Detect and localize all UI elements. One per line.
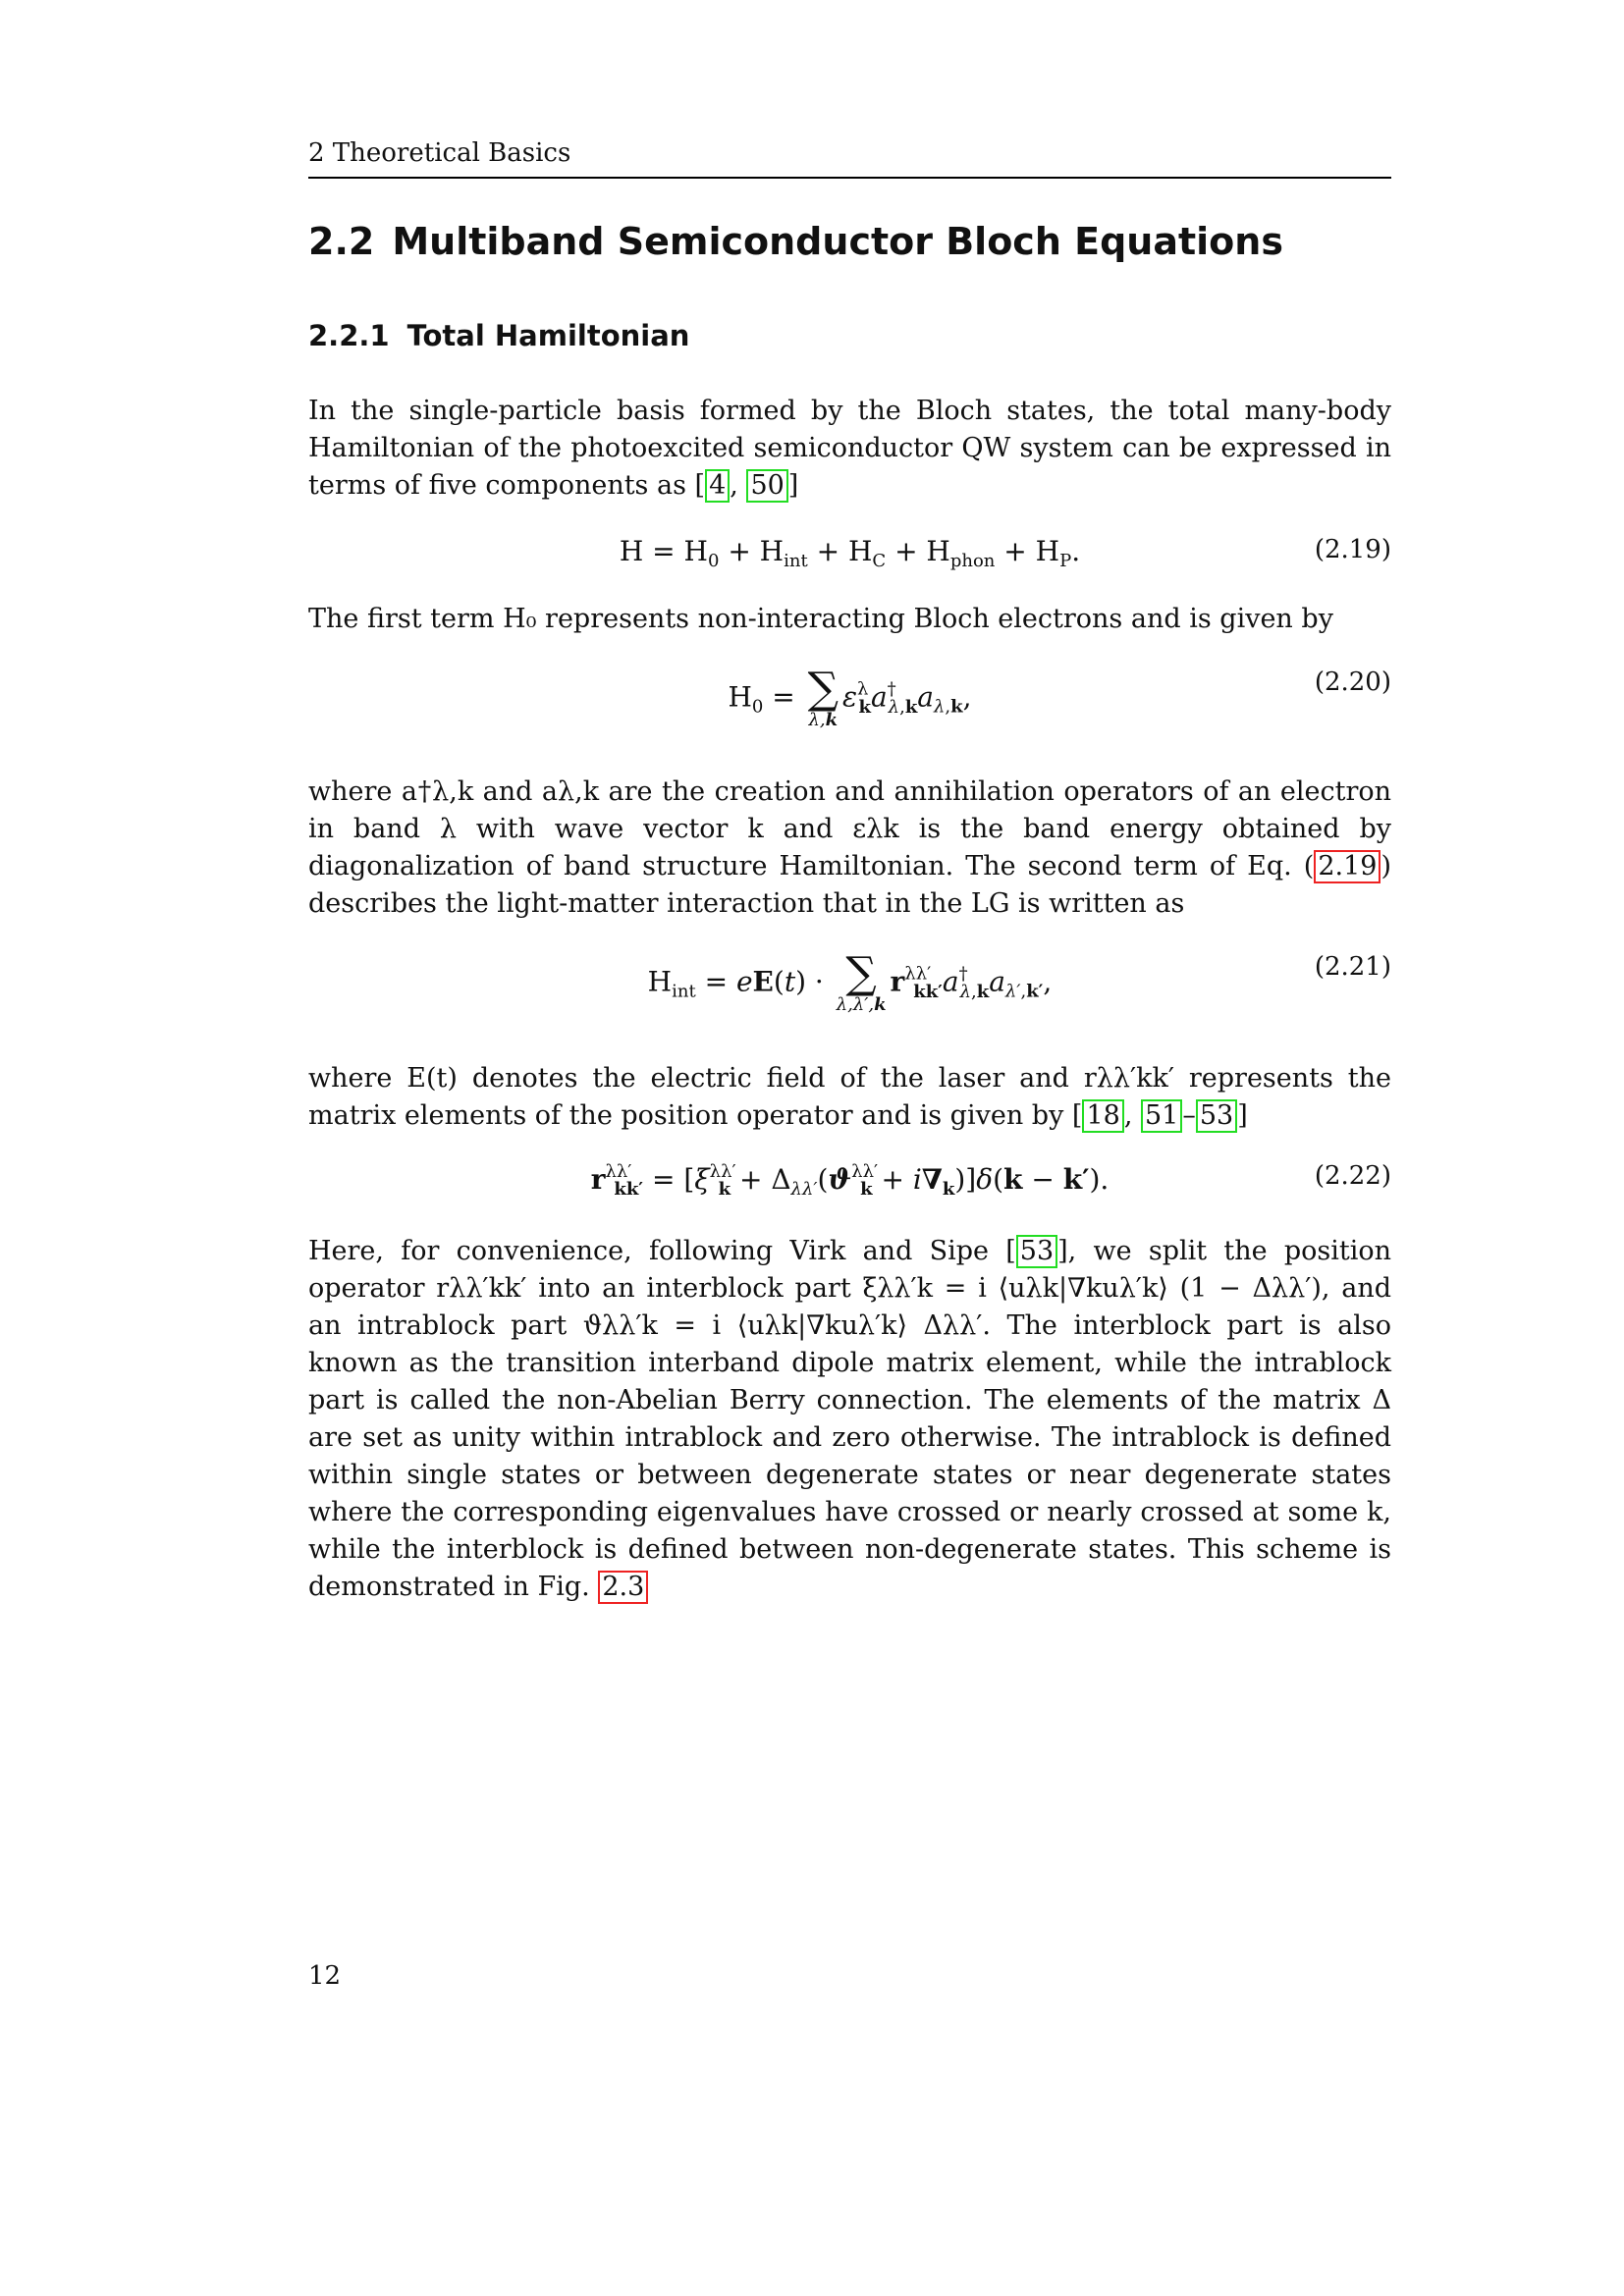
citation-separator: – <box>1182 1100 1196 1131</box>
paragraph-h0: The first term H₀ represents non-interacting Bloch electrons and is given by <box>308 604 1333 634</box>
paragraph-text: Here, for convenience, following Virk and Sipe [ <box>308 1236 1016 1266</box>
equation-formula: $r^{\lambda\lambda'}_{kk'} = [\xi^{\lambda\lambda'}_k + \Delta_{\lambda\lambda'}(ϑ^{\lambda\lambda'}_k + i\nabla_k)]\delta(k - k')$. <box>590 1161 1110 1200</box>
equation-reference-link[interactable]: 2.19 <box>1314 850 1380 883</box>
page <box>308 0 1391 2296</box>
equation-2-20 <box>308 664 1391 746</box>
paragraph-text: ) describes the light-matter interaction that in the LG is written as <box>308 851 1391 919</box>
subsection-title <box>308 316 689 355</box>
paragraph-intro <box>308 393 1391 505</box>
equation-formula: $H = H_0 + H_{int} + H_C + H_{phon} + H_P$. <box>619 535 1081 571</box>
citation-link[interactable]: 53 <box>1196 1099 1237 1133</box>
equation-number: (2.19) <box>1314 535 1391 564</box>
paragraph-operators <box>308 774 1391 923</box>
equation-formula: $H_{int} = eE(t)$ · ∑ λ,λ′,k $r^{\lambda\lambda'}_{kk'}a^\dagger_{\lambda,k}a_{\lambda',k'}$, <box>647 948 1053 1015</box>
paragraph-text: where E(t) denotes the electric field of the laser and rλλ′kk′ represents the matrix elements of the position operator and is given by [ <box>308 1063 1391 1131</box>
paragraph-text: where a†λ,k and aλ,k are the creation and annihilation operators of an electron in band λ with wave vector k and ελk is the band energy obtained by diagonalization of band structure Hamiltonian. The second term of Eq. ( <box>308 776 1391 881</box>
page-number: 12 <box>308 1961 342 1991</box>
equation-formula: $H_0$ = ∑ λ,k $\varepsilon^\lambda_ka^\dagger_{\lambda,k}a_{\lambda,k}$, <box>728 664 972 730</box>
citation-link[interactable]: 4 <box>705 469 730 503</box>
equation-2-19 <box>308 535 1391 594</box>
equation-number: (2.22) <box>1314 1161 1391 1191</box>
paragraph-text: ], we split the position operator rλλ′kk′ into an interblock part ξλλ′k = i ⟨uλk|∇kuλ′k⟩ (1 − Δλλ′), and an intrablock part ϑλλ′k = i ⟨uλk|∇kuλ′k⟩ Δλλ′. The interblock part is also known as the transition interband dipole matrix element, while the intrablock part is called the non-Abelian Berry connection. The elements of the matrix Δ are set as unity within intrablock and zero otherwise. The intrablock is defined within single states or between degenerate states or near degenerate states where the corresponding eigenvalues have crossed or nearly crossed at some k, while the interblock is defined between non-degenerate states. This scheme is demonstrated in Fig. <box>308 1236 1391 1602</box>
section-number: 2.2 <box>308 220 375 263</box>
equation-number: (2.20) <box>1314 667 1391 697</box>
section-title <box>308 218 1283 265</box>
citation-bracket: ] <box>787 470 799 501</box>
citation-link[interactable]: 18 <box>1082 1099 1123 1133</box>
paragraph-position-operator <box>308 1060 1391 1135</box>
citation-link[interactable]: 51 <box>1141 1099 1182 1133</box>
citation-separator: , <box>730 470 747 501</box>
paragraph-text: In the single-particle basis formed by the Bloch states, the total many-body Hamiltonian of the photoexcited semiconductor QW system can be expressed in terms of five components as [ <box>308 396 1391 501</box>
subsection-title-text: Total Hamiltonian <box>406 319 690 352</box>
equation-2-21 <box>308 948 1391 1041</box>
subsection-number: 2.2.1 <box>308 319 390 352</box>
equation-number: (2.21) <box>1314 952 1391 982</box>
running-head: 2 Theoretical Basics <box>308 135 1391 179</box>
citation-separator: , <box>1123 1100 1141 1131</box>
citation-link[interactable]: 50 <box>746 469 787 503</box>
figure-reference-link[interactable]: 2.3 <box>598 1571 648 1604</box>
citation-link[interactable]: 53 <box>1016 1235 1057 1268</box>
section-title-text: Multiband Semiconductor Bloch Equations <box>392 220 1283 263</box>
paragraph-interblock <box>308 1233 1391 1606</box>
equation-2-22 <box>308 1161 1391 1220</box>
citation-bracket: ] <box>1237 1100 1248 1131</box>
